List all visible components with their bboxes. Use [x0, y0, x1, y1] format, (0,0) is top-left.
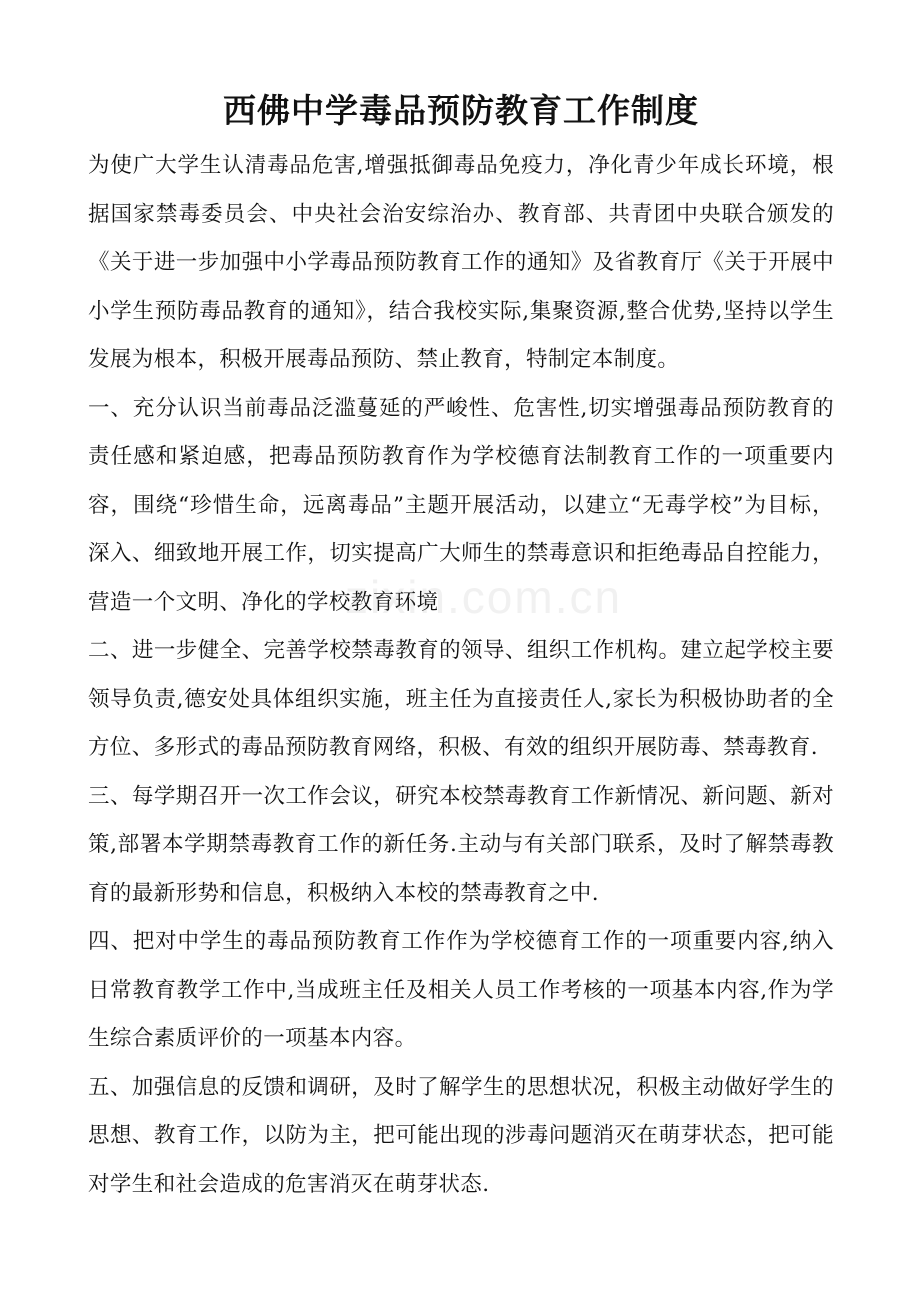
section-1-paragraph: 一、充分认识当前毒品泛滥蔓延的严峻性、危害性,切实增强毒品预防教育的责任感和紧迫感，把毒品预防教育作为学校德育法制教育工作的一项重要内容，围绕“珍惜生命，远离毒品”主题开展活动，以建立“无毒学校”为目标，深入、细致地开展工作，切实提高广大师生的禁毒意识和拒绝毒品自控能力，营造一个文明、净化的学校教育环境	[88, 395, 834, 615]
section-3-paragraph: 三、每学期召开一次工作会议，研究本校禁毒教育工作新情况、新问题、新对策,部署本学期禁毒教育工作的新任务.主动与有关部门联系，及时了解禁毒教育的最新形势和信息，积极纳入本校的禁毒教育之中.	[88, 783, 834, 906]
section-5-paragraph: 五、加强信息的反馈和调研，及时了解学生的思想状况，积极主动做好学生的思想、教育工作，以防为主，把可能出现的涉毒问题消灭在萌芽状态，把可能对学生和社会造成的危害消灭在萌芽状态.	[88, 1074, 834, 1197]
watermark: zixin.com.cn	[345, 571, 623, 623]
document-title: 西佛中学毒品预防教育工作制度	[223, 91, 699, 130]
section-4-paragraph: 四、把对中学生的毒品预防教育工作作为学校德育工作的一项重要内容,纳入日常教育教学工作中,当成班主任及相关人员工作考核的一项基本内容,作为学生综合素质评价的一项基本内容。	[88, 929, 835, 1051]
section-2-paragraph: 二、进一步健全、完善学校禁毒教育的领导、组织工作机构。建立起学校主要领导负责,德安处具体组织实施，班主任为直接责任人,家长为积极协助者的全方位、多形式的毒品预防教育网络，积极、有效的组织开展防毒、禁毒教育.	[88, 638, 834, 760]
intro-paragraph: 为使广大学生认清毒品危害,增强抵御毒品免疫力，净化青少年成长环境，根据国家禁毒委员会、中央社会治安综治办、教育部、共青团中央联合颁发的《关于进一步加强中小学毒品预防教育工作的通知》及省教育厅《关于开展中小学生预防毒品教育的通知》，结合我校实际,集聚资源,整合优势,坚持以学生发展为根本，积极开展毒品预防、禁止教育，特制定本制度。	[88, 153, 834, 372]
